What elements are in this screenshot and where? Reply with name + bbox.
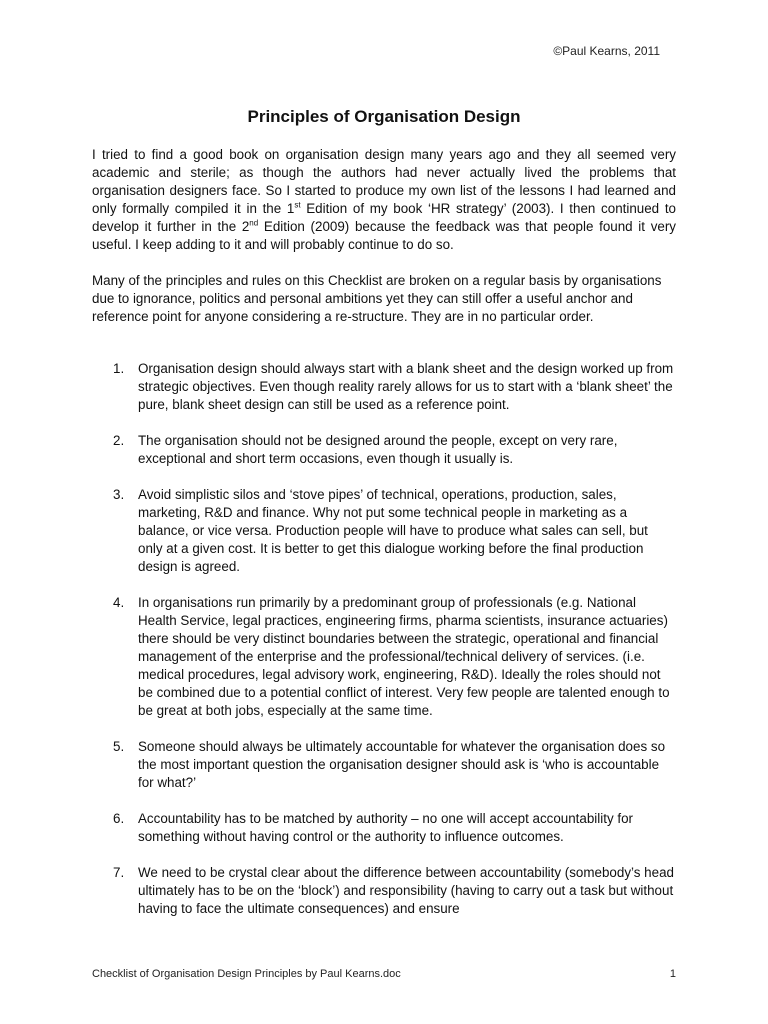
- list-item-number: 5.: [113, 739, 125, 754]
- checklist-intro-paragraph: Many of the principles and rules on this Checklist are broken on a regular basis by organisations due to ignorance, politics and personal ambitions yet they can still offer a useful anchor and reference point for anyone considering a re-structure. They are in no particular order.: [92, 273, 662, 324]
- list-item-text: Someone should always be ultimately accountable for whatever the organisation does so the most important question the organisation designer should ask is ‘who is accountable for what?’: [138, 739, 666, 790]
- ordinal-suffix-second: nd: [249, 218, 259, 228]
- intro-text-c: Edition (2009) because the feedback was that people found it very useful. I keep adding to it and will probably continue to do so.: [92, 219, 677, 252]
- list-item-number: 4.: [113, 595, 125, 610]
- list-item-text: We need to be crystal clear about the difference between accountability (somebody’s head ultimately has to be on the ‘block’) and responsibility (having to carry out a task but without having to face the ultimate consequences) and ensure: [138, 865, 674, 916]
- list-item-text: In organisations run primarily by a predominant group of professionals (e.g. National Health Service, legal practices, engineering firms, pharma scientists, insurance actuaries) there should be very distinct boundaries between the strategic, operational and financial management of the enterprise and the professional/technical delivery of services. (i.e. medical procedures, legal advisory work, engineering, R&D). Ideally the roles should not be combined due to a potential conflict of interest. Very few people are talented enough to be great at both jobs, especially at the same time.: [138, 595, 670, 718]
- list-item: [92, 432, 676, 468]
- list-item-text: Organisation design should always start with a blank sheet and the design worked up from strategic objectives. Even though reality rarely allows for us to start with a ‘blank sheet’ the pure, blank sheet design can still be used as a reference point.: [138, 361, 674, 412]
- list-item: [92, 360, 676, 414]
- list-item: [92, 594, 676, 720]
- list-item-number: 3.: [113, 487, 125, 502]
- list-item: [92, 738, 676, 792]
- intro-paragraph: [92, 146, 676, 254]
- list-item-number: 2.: [113, 433, 125, 448]
- list-item-number: 6.: [113, 811, 125, 826]
- copyright-notice: ©Paul Kearns, 2011: [553, 44, 660, 58]
- intro-text-b: Edition of my book ‘HR strategy’ (2003). I then continued to develop it further in the 2: [92, 201, 676, 234]
- list-item-text: The organisation should not be designed around the people, except on very rare, exceptional and short term occasions, even though it usually is.: [138, 433, 618, 466]
- footer-filename: Checklist of Organisation Design Principles by Paul Kearns.doc: [92, 968, 401, 980]
- list-item: [92, 864, 676, 918]
- list-item: [92, 810, 676, 846]
- intro-text-a: I tried to find a good book on organisation design many years ago and they all seemed very academic and sterile; as though the authors had never actually lived the problems that organisation designers face. So I started to produce my own list of the lessons I had learned and only formally compiled it in the 1: [92, 147, 676, 216]
- list-item-number: 7.: [113, 865, 125, 880]
- list-item: [92, 486, 676, 576]
- list-item-text: Avoid simplistic silos and ‘stove pipes’ of technical, operations, production, sales, marketing, R&D and finance. Why not put some technical people in marketing as a balance, or vice versa. Production people will have to produce what sales can sell, but only at a given cost. It is better to get this dialogue working before the final production design is agreed.: [138, 487, 648, 574]
- principles-list: [92, 360, 676, 918]
- list-item-number: 1.: [113, 361, 125, 376]
- list-item-text: Accountability has to be matched by authority – no one will accept accountability for something without having control or the authority to influence outcomes.: [138, 811, 633, 844]
- footer-page-number: 1: [669, 968, 676, 980]
- document-title: Principles of Organisation Design: [247, 107, 521, 126]
- ordinal-suffix-first: st: [294, 200, 301, 210]
